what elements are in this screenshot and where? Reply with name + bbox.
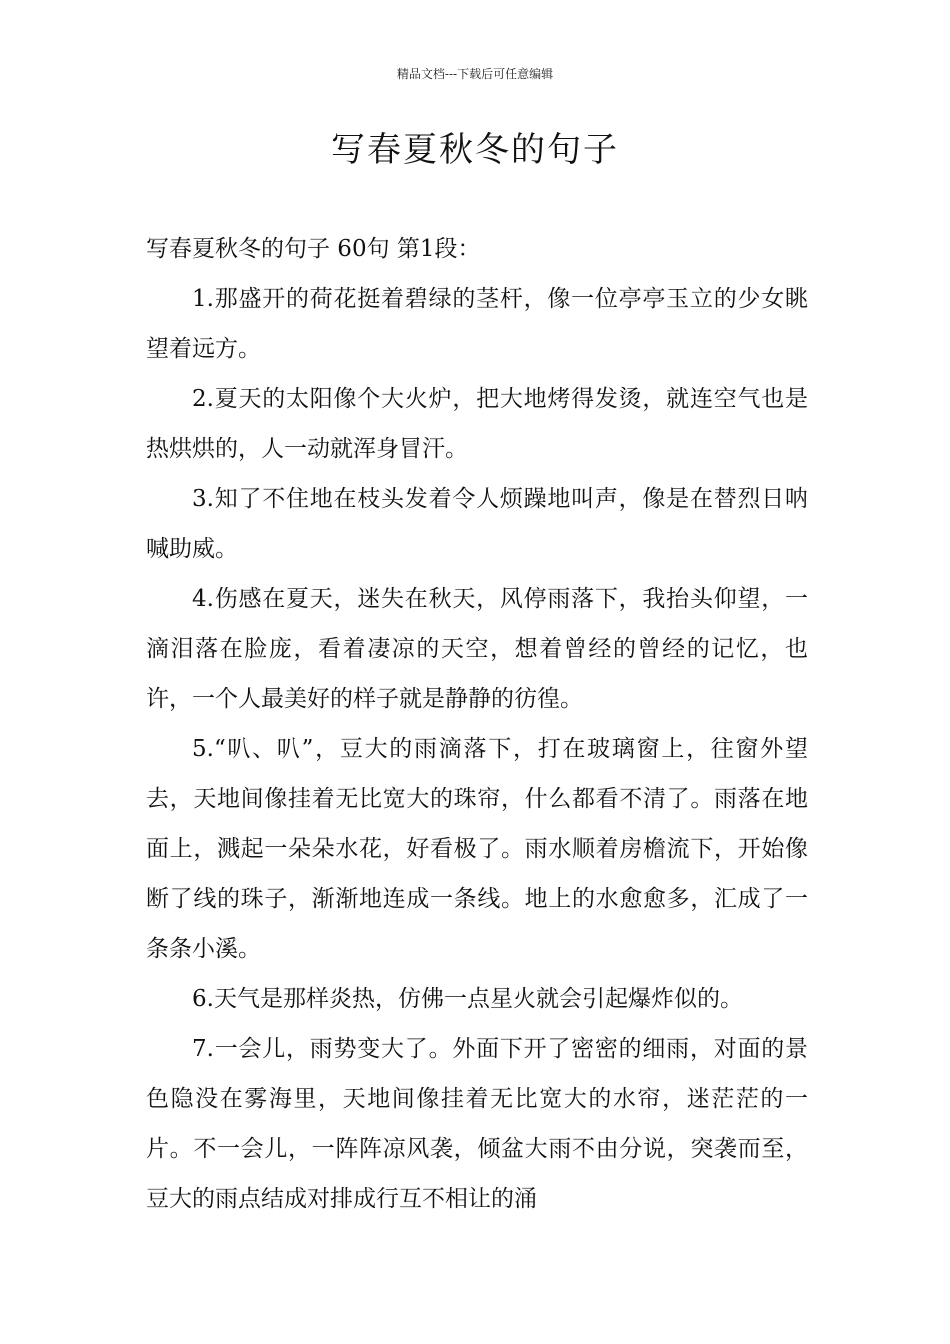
paragraph-6: 6.天气是那样炎热，仿佛一点星火就会引起爆炸似的。 bbox=[192, 986, 743, 1012]
paragraph-2: 2.夏天的太阳像个大火炉，把大地烤得发烫，就连空气也是热烘烘的，人一动就浑身冒汗。 bbox=[146, 386, 808, 462]
paragraph-5: 5.“叭、叭”，豆大的雨滴落下，打在玻璃窗上，往窗外望去，天地间像挂着无比宽大的珠帘，什么都看不清了。雨落在地面上，溅起一朵朵水花，好看极了。雨水顺着房檐流下，开始像断了线的珠子，渐渐地连成一条线。地上的水愈愈多，汇成了一条条小溪。 bbox=[146, 736, 808, 962]
header-note: 精品文档---下载后可任意编辑 bbox=[396, 67, 554, 81]
paragraph-4: 4.伤感在夏天，迷失在秋天，风停雨落下，我抬头仰望，一滴泪落在脸庞，看着凄凉的天空，想着曾经的曾经的记忆，也许，一个人最美好的样子就是静静的彷徨。 bbox=[146, 586, 808, 712]
paragraph-7: 7.一会儿，雨势变大了。外面下开了密密的细雨，对面的景色隐没在雾海里，天地间像挂着无比宽大的水帘，迷茫茫的一片。不一会儿，一阵阵凉风袭，倾盆大雨不由分说，突袭而至，豆大的雨点结成对排成行互不相让的涌 bbox=[146, 1036, 808, 1212]
paragraph-3: 3.知了不住地在枝头发着令人烦躁地叫声，像是在替烈日呐喊助威。 bbox=[146, 486, 808, 562]
document-body bbox=[146, 224, 808, 1224]
paragraph-1: 1.那盛开的荷花挺着碧绿的茎杆，像一位亭亭玉立的少女眺望着远方。 bbox=[146, 286, 808, 362]
intro-line: 写春夏秋冬的句子 60句 第1段： bbox=[146, 236, 481, 262]
document-title: 写春夏秋冬的句子 bbox=[331, 130, 619, 170]
